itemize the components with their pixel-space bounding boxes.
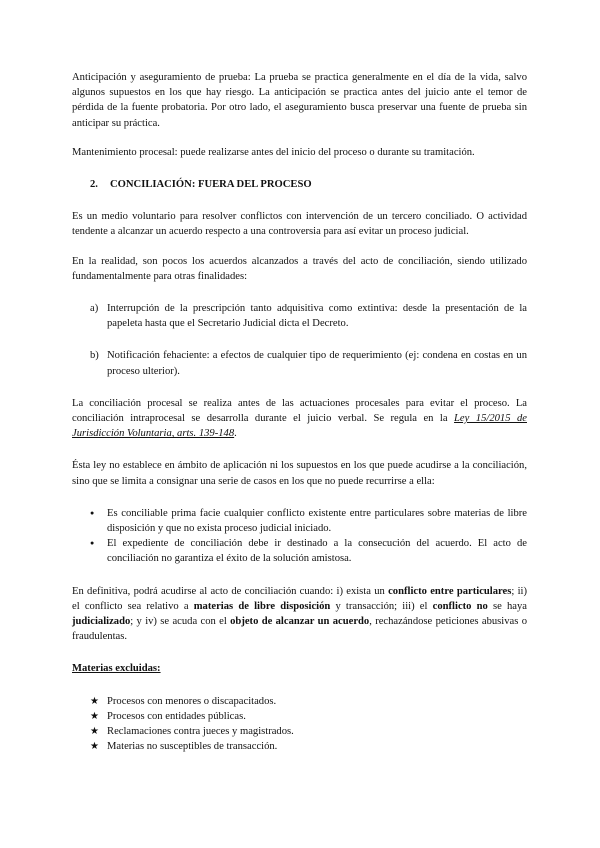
bold-run: materias de libre disposición [193, 600, 331, 612]
list-item-text: Es conciliable prima facie cualquier conflicto existente entre particulares sobre materias de libre disposición y que no exista proceso judicial iniciado. [107, 507, 527, 535]
text-run: ; ii) el conflicto sea relativo a [72, 585, 527, 612]
regulacion-text: La conciliación procesal se realiza antes de las actuaciones procesales para evitar el proceso. La conciliación intraprocesal se desarrolla durante el juicio verbal. Se regula en la [72, 397, 527, 425]
star-icon: ★ [90, 695, 99, 707]
list-item [72, 301, 527, 331]
text-run: , rechazándose peticiones abusivas o fraudulentas. [72, 616, 527, 643]
bullet-list [72, 506, 527, 567]
list-item [90, 694, 527, 709]
bold-run: conflicto entre particulares [388, 585, 512, 597]
list-item-text: El expediente de conciliación debe ir destinado a la consecución del acuerdo. El acto de conciliación no garantiza el éxito de la solución amistosa. [107, 538, 527, 565]
section-heading [72, 177, 527, 192]
list-item-text: Materias no susceptibles de transacción. [107, 741, 278, 753]
paragraph-realidad: En la realidad, son pocos los acuerdos alcanzados a través del acto de conciliación, siendo utilizado fundamentalmente para otras finalidades: [72, 255, 527, 282]
text-run: y transacción; iii) el [330, 600, 433, 612]
bullet-icon: ● [90, 539, 95, 548]
star-icon: ★ [90, 710, 99, 722]
paragraph-mantenimiento: Mantenimiento procesal: puede realizarse antes del inicio del proceso o durante su tramitación. [72, 146, 475, 158]
list-marker: b) [90, 350, 99, 362]
bullet-icon: ● [90, 508, 95, 517]
list-item [90, 724, 527, 739]
section-number: 2. [90, 179, 98, 191]
list-item-text: Notificación fehaciente: a efectos de cualquier tipo de requerimiento (ej: condena en costas en un proceso ulterior). [107, 350, 527, 377]
text-run: En definitiva, podrá acudirse al acto de conciliación cuando: i) exista un [72, 585, 389, 597]
law-reference: Ley 15/2015 de Jurisdicción Voluntaria, arts. 139-148 [72, 413, 527, 440]
list-item-text: Procesos con entidades públicas. [107, 710, 246, 722]
list-marker: a) [90, 303, 99, 315]
bold-run: objeto de alcanzar un acuerdo [230, 616, 370, 628]
star-icon: ★ [90, 741, 99, 753]
list-item [90, 536, 527, 566]
star-icon: ★ [90, 726, 99, 738]
document-page [72, 70, 527, 755]
list-item [90, 506, 527, 536]
bold-run: judicializado [72, 616, 131, 628]
excluded-list [72, 694, 527, 755]
list-item-text: Reclamaciones contra jueces y magistrados. [107, 726, 294, 738]
list-item-text: Procesos con menores o discapacitados. [107, 695, 277, 707]
excluded-title: Materias excluidas: [72, 663, 161, 675]
paragraph-ambito: Ésta ley no establece en ámbito de aplicación ni los supuestos en los que puede acudirse a la conciliación, sino que se limita a consignar una serie de casos en los que no puede recurrirse a ella: [72, 460, 527, 487]
bold-run: conflicto no [432, 600, 488, 612]
list-item-text: Interrupción de la prescripción tanto adquisitiva como extintiva: desde la presentación de la papeleta hasta que el Secretario Judicial dicta el Decreto. [107, 303, 527, 330]
list-item [90, 739, 527, 754]
list-item [72, 348, 527, 378]
regulacion-end: . [234, 428, 237, 440]
text-run: se haya [487, 600, 528, 612]
paragraph-anticipacion: Anticipación y aseguramiento de prueba: La prueba se practica generalmente en el día de la vida, salvo algunos supuestos en los que hay riesgo. La anticipación se practica antes del juicio ante el temor de pérdida de la fuente probatoria. Por otro lado, el aseguramiento busca preservar una fuente de prueba sin anticipar su práctica. [72, 72, 527, 129]
section-title: CONCILIACIÓN: FUERA DEL PROCESO [110, 179, 312, 191]
paragraph-regulacion [72, 396, 527, 442]
paragraph-definicion: Es un medio voluntario para resolver conflictos con intervención de un tercero conciliado. O actividad tendente a alcanzar un acuerdo respecto a una controversia para así evitar un proceso judicial. [72, 211, 527, 238]
paragraph-definitiva [72, 584, 527, 645]
list-item [90, 709, 527, 724]
text-run: ; y iv) se acuda con el [130, 616, 231, 628]
